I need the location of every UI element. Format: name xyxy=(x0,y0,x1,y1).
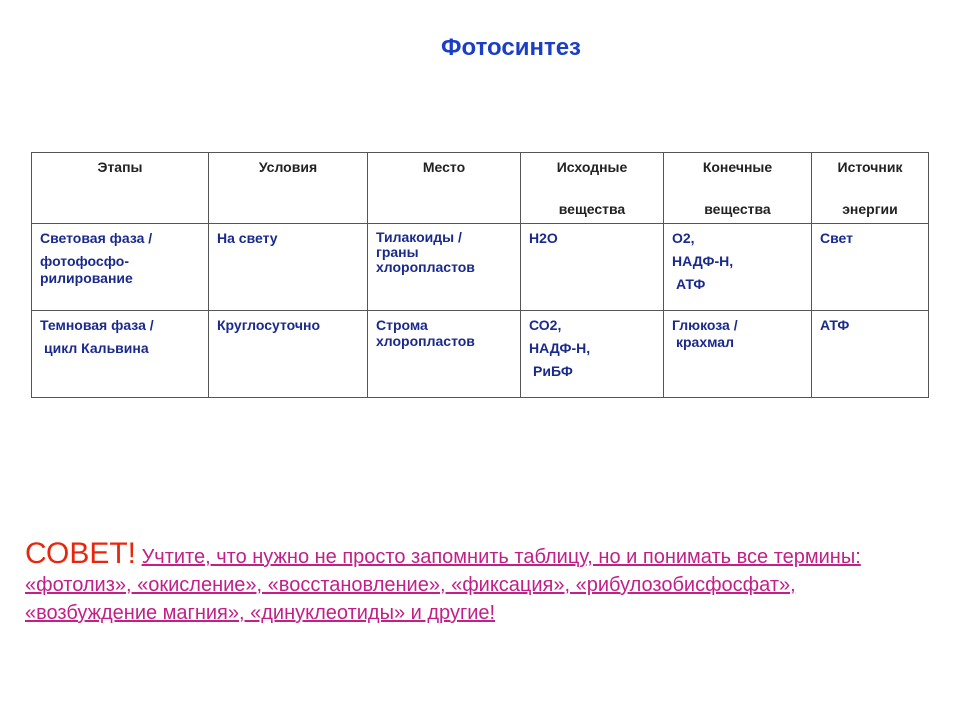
cell-place xyxy=(368,311,521,398)
cell-line: АТФ xyxy=(676,276,706,292)
cell-inputs xyxy=(521,311,664,398)
cell-conditions xyxy=(209,224,368,311)
cell-line: Темновая фаза / xyxy=(40,317,154,333)
header-label: Конечные xyxy=(702,159,773,175)
header-label: Исходные xyxy=(556,159,628,175)
cell-line: рилирование xyxy=(40,270,133,286)
cell-line: СО2, xyxy=(529,317,562,333)
cell-line: Свет xyxy=(820,230,853,246)
header-conditions xyxy=(209,153,368,224)
advice-block xyxy=(25,537,930,627)
cell-energy xyxy=(812,311,929,398)
header-stages xyxy=(32,153,209,224)
header-label: Условия xyxy=(258,159,318,175)
cell-line: хлоропластов xyxy=(376,333,475,349)
cell-energy xyxy=(812,224,929,311)
header-energy xyxy=(812,153,929,224)
cell-line: хлоропластов xyxy=(376,259,475,275)
cell-outputs xyxy=(664,311,812,398)
header-place xyxy=(368,153,521,224)
cell-line: О2, xyxy=(672,230,695,246)
cell-line: фотофосфо- xyxy=(40,253,129,269)
header-label: Место xyxy=(422,159,466,175)
cell-line: Световая фаза / xyxy=(40,230,153,246)
cell-line: НАДФ-Н, xyxy=(672,253,734,269)
cell-line: Н2О xyxy=(529,230,558,246)
page-title: Фотосинтез xyxy=(441,34,581,61)
header-label-line2: вещества xyxy=(558,201,626,217)
cell-line: крахмал xyxy=(676,334,734,350)
header-inputs xyxy=(521,153,664,224)
header-label-line2: вещества xyxy=(704,201,771,217)
cell-outputs xyxy=(664,224,812,311)
cell-line: Глюкоза / xyxy=(672,317,738,333)
header-outputs xyxy=(664,153,812,224)
advice-label: СОВЕТ! xyxy=(25,537,137,570)
cell-inputs xyxy=(521,224,664,311)
cell-line: АТФ xyxy=(820,317,850,333)
photosynthesis-table xyxy=(31,152,929,398)
cell-conditions xyxy=(209,311,368,398)
advice-text: Учтите, что нужно не просто запомнить таблицу, но и понимать все термины: «фотолиз», «окисление», «восстановление», «фиксация», «рибулозобисфосфат», «возбуждение магния», «динуклеотиды» и другие! xyxy=(25,546,861,624)
cell-line: РиБФ xyxy=(533,363,573,379)
cell-stage xyxy=(32,311,209,398)
cell-line: Круглосуточно xyxy=(217,317,321,333)
table-row xyxy=(32,311,929,398)
table-row xyxy=(32,224,929,311)
cell-line: Тилакоиды / xyxy=(376,229,462,245)
header-label: Этапы xyxy=(97,159,143,175)
cell-line: На свету xyxy=(217,230,278,246)
cell-line: граны xyxy=(376,244,419,260)
cell-line: Строма xyxy=(376,317,428,333)
table-header-row xyxy=(32,153,929,224)
cell-line: цикл Кальвина xyxy=(44,340,149,356)
cell-stage xyxy=(32,224,209,311)
header-label-line2: энергии xyxy=(842,201,898,217)
cell-line: НАДФ-Н, xyxy=(529,340,591,356)
header-label: Источник xyxy=(837,159,903,175)
cell-place xyxy=(368,224,521,311)
